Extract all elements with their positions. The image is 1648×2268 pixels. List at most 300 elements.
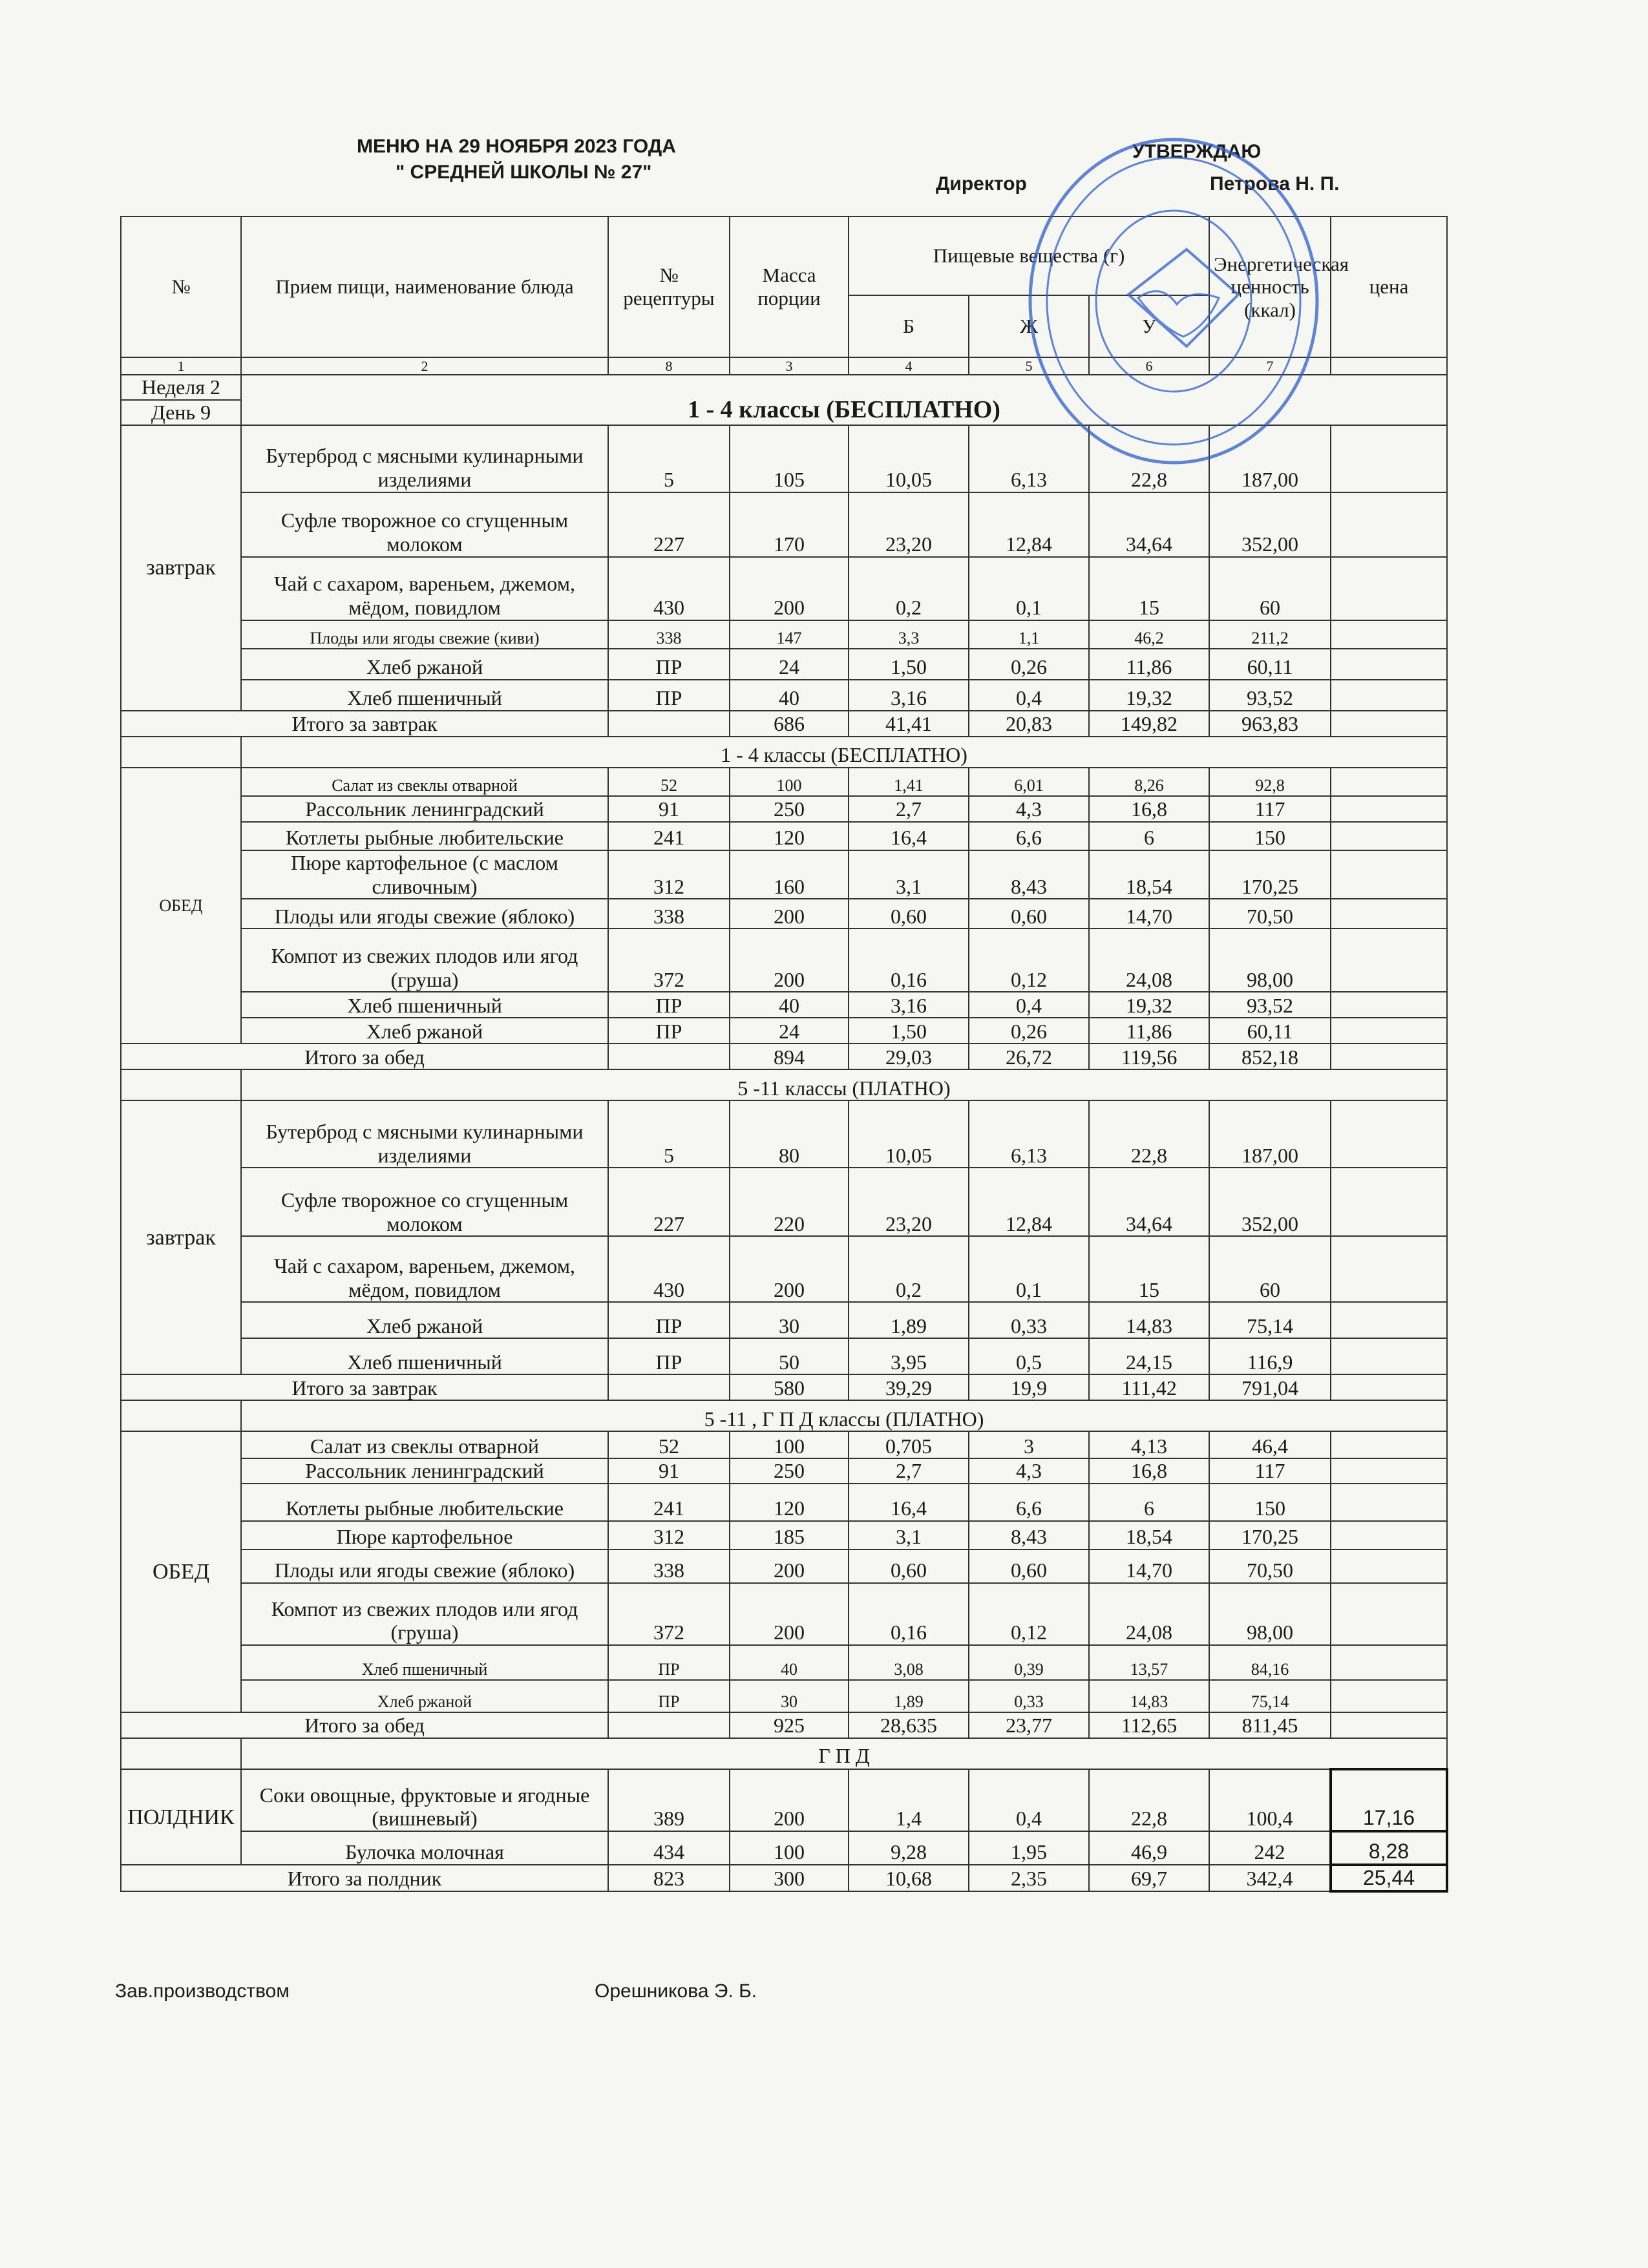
dish-fat: 0,4 xyxy=(969,680,1089,711)
dish-kcal: 187,00 xyxy=(1209,425,1331,492)
dish-carbs: 11,86 xyxy=(1089,649,1209,680)
dish-carbs: 18,54 xyxy=(1089,850,1209,899)
school-name: " СРЕДНЕЙ ШКОЛЫ № 27" xyxy=(396,162,652,183)
dish-fat: 0,4 xyxy=(969,1769,1089,1831)
dish-mass: 120 xyxy=(730,1484,849,1521)
col-energy-header: Энергетическая ценность (ккал) xyxy=(1209,216,1331,357)
dish-fat: 0,12 xyxy=(969,1583,1089,1645)
dish-carbs: 11,86 xyxy=(1089,1018,1209,1044)
dish-kcal: 70,50 xyxy=(1209,1549,1331,1583)
dish-mass: 147 xyxy=(730,620,849,649)
dish-name: Хлеб ржаной xyxy=(241,649,608,680)
dish-fat: 0,33 xyxy=(969,1302,1089,1338)
meal-label: ПОЛДНИК xyxy=(121,1769,241,1865)
dish-fat: 0,33 xyxy=(969,1680,1089,1712)
school-seal xyxy=(1025,133,1322,469)
dish-row xyxy=(121,1018,1447,1044)
dish-kcal: 352,00 xyxy=(1209,1168,1331,1236)
column-number: 6 xyxy=(1089,357,1209,375)
dish-carbs: 34,64 xyxy=(1089,1168,1209,1236)
total-label: Итого за завтрак xyxy=(121,711,608,737)
dish-carbs: 15 xyxy=(1089,557,1209,620)
dish-price xyxy=(1331,425,1447,492)
dish-carbs: 18,54 xyxy=(1089,1521,1209,1549)
dish-name: Суфле творожное со сгущенным молоком xyxy=(241,1168,608,1236)
total-label: Итого за обед xyxy=(121,1712,608,1738)
dish-protein: 1,41 xyxy=(849,768,969,796)
dish-recipe: 312 xyxy=(608,1521,730,1549)
dish-row xyxy=(121,1680,1447,1712)
dish-protein: 0,2 xyxy=(849,557,969,620)
dish-carbs: 19,32 xyxy=(1089,992,1209,1018)
total-recipe xyxy=(608,1374,730,1400)
dish-mass: 100 xyxy=(730,1431,849,1458)
dish-row xyxy=(121,1521,1447,1549)
dish-mass: 200 xyxy=(730,1549,849,1583)
total-carbs: 112,65 xyxy=(1089,1712,1209,1738)
dish-protein: 2,7 xyxy=(849,796,969,822)
dish-kcal: 150 xyxy=(1209,1484,1331,1521)
dish-protein: 3,16 xyxy=(849,992,969,1018)
dish-protein: 0,2 xyxy=(849,1236,969,1302)
dish-row xyxy=(121,822,1447,850)
dish-carbs: 13,57 xyxy=(1089,1645,1209,1680)
col-b-header: Б xyxy=(849,295,969,357)
total-mass: 894 xyxy=(730,1044,849,1069)
dish-fat: 8,43 xyxy=(969,850,1089,899)
dish-price xyxy=(1331,1680,1447,1712)
dish-mass: 30 xyxy=(730,1680,849,1712)
total-recipe xyxy=(608,1044,730,1069)
dish-protein: 16,4 xyxy=(849,822,969,850)
dish-mass: 220 xyxy=(730,1168,849,1236)
column-number: 5 xyxy=(969,357,1089,375)
dish-fat: 6,01 xyxy=(969,768,1089,796)
dish-kcal: 117 xyxy=(1209,1458,1331,1484)
dish-mass: 100 xyxy=(730,768,849,796)
total-recipe xyxy=(608,711,730,737)
total-row xyxy=(121,1374,1447,1400)
dish-fat: 8,43 xyxy=(969,1521,1089,1549)
meal-label: ОБЕД xyxy=(121,1431,241,1712)
dish-recipe: ПР xyxy=(608,1338,730,1374)
dish-carbs: 24,08 xyxy=(1089,1583,1209,1645)
dish-mass: 250 xyxy=(730,796,849,822)
week-label: Неделя 2 xyxy=(121,375,241,400)
dish-fat: 1,95 xyxy=(969,1831,1089,1865)
dish-carbs: 46,2 xyxy=(1089,620,1209,649)
dish-fat: 0,26 xyxy=(969,1018,1089,1044)
dish-row xyxy=(121,680,1447,711)
dish-protein: 10,05 xyxy=(849,1100,969,1168)
dish-mass: 24 xyxy=(730,1018,849,1044)
total-mass: 686 xyxy=(730,711,849,737)
dish-kcal: 75,14 xyxy=(1209,1680,1331,1712)
dish-name: Чай с сахаром, вареньем, джемом, мёдом, повидлом xyxy=(241,1236,608,1302)
dish-fat: 0,26 xyxy=(969,649,1089,680)
dish-mass: 200 xyxy=(730,1769,849,1831)
dish-row xyxy=(121,1168,1447,1236)
dish-fat: 4,3 xyxy=(969,796,1089,822)
dish-row xyxy=(121,620,1447,649)
dish-protein: 9,28 xyxy=(849,1831,969,1865)
total-kcal: 852,18 xyxy=(1209,1044,1331,1069)
total-kcal: 791,04 xyxy=(1209,1374,1331,1400)
dish-recipe: 372 xyxy=(608,929,730,992)
dish-fat: 0,4 xyxy=(969,992,1089,1018)
dish-row xyxy=(121,899,1447,929)
dish-carbs: 14,83 xyxy=(1089,1302,1209,1338)
dish-mass: 200 xyxy=(730,1236,849,1302)
dish-recipe: 52 xyxy=(608,1431,730,1458)
dish-recipe: 372 xyxy=(608,1583,730,1645)
total-carbs: 149,82 xyxy=(1089,711,1209,737)
total-row xyxy=(121,1712,1447,1738)
dish-kcal: 46,4 xyxy=(1209,1431,1331,1458)
dish-carbs: 4,13 xyxy=(1089,1431,1209,1458)
col-zh-header: Ж xyxy=(969,295,1089,357)
total-carbs: 119,56 xyxy=(1089,1044,1209,1069)
section-title-spacer xyxy=(121,737,241,768)
dish-price xyxy=(1331,1168,1447,1236)
dish-name: Плоды или ягоды свежие (яблоко) xyxy=(241,1549,608,1583)
dish-recipe: 5 xyxy=(608,425,730,492)
dish-protein: 10,05 xyxy=(849,425,969,492)
dish-kcal: 70,50 xyxy=(1209,899,1331,929)
column-number: 2 xyxy=(241,357,608,375)
dish-row xyxy=(121,557,1447,620)
total-price xyxy=(1331,1712,1447,1738)
dish-recipe: 338 xyxy=(608,899,730,929)
total-kcal: 811,45 xyxy=(1209,1712,1331,1738)
dish-fat: 0,12 xyxy=(969,929,1089,992)
dish-fat: 6,13 xyxy=(969,1100,1089,1168)
dish-mass: 200 xyxy=(730,1583,849,1645)
dish-carbs: 34,64 xyxy=(1089,492,1209,557)
total-price xyxy=(1331,1374,1447,1400)
dish-price xyxy=(1331,929,1447,992)
dish-price xyxy=(1331,1100,1447,1168)
total-price xyxy=(1331,1044,1447,1069)
dish-mass: 200 xyxy=(730,557,849,620)
total-label: Итого за завтрак xyxy=(121,1374,608,1400)
dish-kcal: 150 xyxy=(1209,822,1331,850)
col-dish-header: Прием пищи, наименование блюда xyxy=(241,216,608,357)
total-fat: 23,77 xyxy=(969,1712,1089,1738)
col-num-header: № xyxy=(121,216,241,357)
dish-mass: 40 xyxy=(730,1645,849,1680)
dish-mass: 30 xyxy=(730,1302,849,1338)
dish-price xyxy=(1331,1484,1447,1521)
col-nutrients-header: Пищевые вещества (г) xyxy=(849,216,1209,295)
dish-carbs: 14,70 xyxy=(1089,1549,1209,1583)
total-protein: 41,41 xyxy=(849,711,969,737)
dish-name: Соки овощные, фруктовые и ягодные (вишневый) xyxy=(241,1769,608,1831)
dish-kcal: 242 xyxy=(1209,1831,1331,1865)
dish-fat: 12,84 xyxy=(969,492,1089,557)
dish-kcal: 84,16 xyxy=(1209,1645,1331,1680)
dish-fat: 0,5 xyxy=(969,1338,1089,1374)
dish-price xyxy=(1331,899,1447,929)
dish-name: Бутерброд с мясными кулинарными изделиями xyxy=(241,425,608,492)
dish-carbs: 15 xyxy=(1089,1236,1209,1302)
dish-mass: 105 xyxy=(730,425,849,492)
total-label: Итого за обед xyxy=(121,1044,608,1069)
dish-mass: 200 xyxy=(730,929,849,992)
dish-carbs: 24,08 xyxy=(1089,929,1209,992)
dish-kcal: 116,9 xyxy=(1209,1338,1331,1374)
col-u-header: У xyxy=(1089,295,1209,357)
dish-protein: 3,95 xyxy=(849,1338,969,1374)
dish-row xyxy=(121,1645,1447,1680)
dish-kcal: 98,00 xyxy=(1209,929,1331,992)
dish-row xyxy=(121,850,1447,899)
dish-protein: 0,16 xyxy=(849,1583,969,1645)
dish-protein: 0,60 xyxy=(849,1549,969,1583)
dish-recipe: ПР xyxy=(608,1302,730,1338)
meal-label: завтрак xyxy=(121,425,241,711)
dish-fat: 3 xyxy=(969,1431,1089,1458)
dish-recipe: 227 xyxy=(608,1168,730,1236)
dish-name: Салат из свеклы отварной xyxy=(241,768,608,796)
dish-name: Пюре картофельное xyxy=(241,1521,608,1549)
total-fat: 19,9 xyxy=(969,1374,1089,1400)
dish-row xyxy=(121,1831,1447,1865)
dish-protein: 1,89 xyxy=(849,1302,969,1338)
dish-carbs: 22,8 xyxy=(1089,425,1209,492)
dish-mass: 120 xyxy=(730,822,849,850)
dish-recipe: 338 xyxy=(608,620,730,649)
total-protein: 39,29 xyxy=(849,1374,969,1400)
dish-price xyxy=(1331,649,1447,680)
dish-mass: 50 xyxy=(730,1338,849,1374)
dish-row xyxy=(121,1583,1447,1645)
dish-name: Хлеб ржаной xyxy=(241,1302,608,1338)
dish-protein: 0,60 xyxy=(849,899,969,929)
dish-price xyxy=(1331,1583,1447,1645)
dish-row xyxy=(121,1431,1447,1458)
dish-recipe: 227 xyxy=(608,492,730,557)
dish-price xyxy=(1331,822,1447,850)
total-mass: 925 xyxy=(730,1712,849,1738)
dish-protein: 0,705 xyxy=(849,1431,969,1458)
meal-label: ОБЕД xyxy=(121,768,241,1044)
total-price: 25,44 xyxy=(1331,1865,1447,1891)
section-title: 1 - 4 классы (БЕСПЛАТНО) xyxy=(241,375,1447,425)
dish-recipe: 91 xyxy=(608,1458,730,1484)
dish-protein: 3,1 xyxy=(849,1521,969,1549)
total-carbs: 111,42 xyxy=(1089,1374,1209,1400)
total-recipe xyxy=(608,1712,730,1738)
dish-name: Котлеты рыбные любительские xyxy=(241,1484,608,1521)
dish-recipe: 241 xyxy=(608,822,730,850)
dish-carbs: 22,8 xyxy=(1089,1769,1209,1831)
total-fat: 2,35 xyxy=(969,1865,1089,1891)
section-title-spacer xyxy=(121,1069,241,1100)
dish-mass: 185 xyxy=(730,1521,849,1549)
total-fat: 20,83 xyxy=(969,711,1089,737)
dish-name: Котлеты рыбные любительские xyxy=(241,822,608,850)
dish-name: Хлеб пшеничный xyxy=(241,680,608,711)
dish-price xyxy=(1331,768,1447,796)
total-protein: 28,635 xyxy=(849,1712,969,1738)
dish-protein: 16,4 xyxy=(849,1484,969,1521)
dish-kcal: 100,4 xyxy=(1209,1769,1331,1831)
director-name: Петрова Н. П. xyxy=(1210,173,1340,194)
dish-recipe: 52 xyxy=(608,768,730,796)
dish-name: Рассольник ленинградский xyxy=(241,1458,608,1484)
total-fat: 26,72 xyxy=(969,1044,1089,1069)
dish-kcal: 60,11 xyxy=(1209,1018,1331,1044)
dish-mass: 160 xyxy=(730,850,849,899)
dish-row xyxy=(121,796,1447,822)
dish-row xyxy=(121,1236,1447,1302)
dish-name: Булочка молочная xyxy=(241,1831,608,1865)
dish-row xyxy=(121,1338,1447,1374)
dish-carbs: 16,8 xyxy=(1089,796,1209,822)
dish-name: Плоды или ягоды свежие (киви) xyxy=(241,620,608,649)
dish-fat: 0,39 xyxy=(969,1645,1089,1680)
dish-price xyxy=(1331,850,1447,899)
total-label: Итого за полдник xyxy=(121,1865,608,1891)
section-title-row xyxy=(121,1400,1447,1431)
dish-name: Чай с сахаром, вареньем, джемом, мёдом, повидлом xyxy=(241,557,608,620)
dish-row xyxy=(121,1100,1447,1168)
col-price-header: цена xyxy=(1331,216,1447,357)
dish-row xyxy=(121,1302,1447,1338)
dish-price xyxy=(1331,1236,1447,1302)
total-protein: 29,03 xyxy=(849,1044,969,1069)
dish-kcal: 60 xyxy=(1209,557,1331,620)
dish-carbs: 46,9 xyxy=(1089,1831,1209,1865)
dish-recipe: 241 xyxy=(608,1484,730,1521)
dish-kcal: 211,2 xyxy=(1209,620,1331,649)
dish-fat: 0,1 xyxy=(969,1236,1089,1302)
dish-recipe: 430 xyxy=(608,1236,730,1302)
dish-mass: 24 xyxy=(730,649,849,680)
total-mass: 580 xyxy=(730,1374,849,1400)
column-number: 7 xyxy=(1209,357,1331,375)
dish-price xyxy=(1331,620,1447,649)
dish-price xyxy=(1331,796,1447,822)
dish-kcal: 92,8 xyxy=(1209,768,1331,796)
dish-fat: 1,1 xyxy=(969,620,1089,649)
dish-protein: 1,4 xyxy=(849,1769,969,1831)
dish-row xyxy=(121,768,1447,796)
dish-recipe: 312 xyxy=(608,850,730,899)
dish-protein: 1,50 xyxy=(849,1018,969,1044)
dish-name: Салат из свеклы отварной xyxy=(241,1431,608,1458)
meal-label: завтрак xyxy=(121,1100,241,1374)
dish-price xyxy=(1331,992,1447,1018)
dish-price xyxy=(1331,557,1447,620)
dish-recipe: ПР xyxy=(608,1680,730,1712)
dish-name: Пюре картофельное (с маслом сливочным) xyxy=(241,850,608,899)
total-kcal: 342,4 xyxy=(1209,1865,1331,1891)
dish-row xyxy=(121,1769,1447,1831)
dish-carbs: 19,32 xyxy=(1089,680,1209,711)
dish-protein: 3,1 xyxy=(849,850,969,899)
dish-name: Рассольник ленинградский xyxy=(241,796,608,822)
dish-mass: 200 xyxy=(730,899,849,929)
dish-name: Хлеб ржаной xyxy=(241,1680,608,1712)
dish-kcal: 187,00 xyxy=(1209,1100,1331,1168)
section-title-row xyxy=(121,1069,1447,1100)
dish-protein: 3,08 xyxy=(849,1645,969,1680)
dish-price xyxy=(1331,1458,1447,1484)
dish-name: Суфле творожное со сгущенным молоком xyxy=(241,492,608,557)
dish-kcal: 93,52 xyxy=(1209,680,1331,711)
dish-price xyxy=(1331,492,1447,557)
footer-role: Зав.производством xyxy=(115,1980,290,2002)
dish-name: Хлеб ржаной xyxy=(241,1018,608,1044)
dish-carbs: 14,83 xyxy=(1089,1680,1209,1712)
dish-name: Хлеб пшеничный xyxy=(241,992,608,1018)
dish-carbs: 6 xyxy=(1089,822,1209,850)
dish-recipe: 430 xyxy=(608,557,730,620)
dish-recipe: 338 xyxy=(608,1549,730,1583)
dish-carbs: 6 xyxy=(1089,1484,1209,1521)
dish-name: Плоды или ягоды свежие (яблоко) xyxy=(241,899,608,929)
dish-fat: 6,13 xyxy=(969,425,1089,492)
dish-protein: 1,50 xyxy=(849,649,969,680)
dish-row xyxy=(121,1549,1447,1583)
dish-fat: 0,1 xyxy=(969,557,1089,620)
dish-price xyxy=(1331,1549,1447,1583)
section-title: 5 -11 классы (ПЛАТНО) xyxy=(241,1069,1447,1100)
section-title: 5 -11 , Г П Д классы (ПЛАТНО) xyxy=(241,1400,1447,1431)
dish-name: Хлеб пшеничный xyxy=(241,1338,608,1374)
total-protein: 10,68 xyxy=(849,1865,969,1891)
dish-fat: 6,6 xyxy=(969,822,1089,850)
dish-recipe: 5 xyxy=(608,1100,730,1168)
dish-kcal: 170,25 xyxy=(1209,1521,1331,1549)
dish-protein: 1,89 xyxy=(849,1680,969,1712)
dish-price: 17,16 xyxy=(1331,1769,1447,1831)
dish-mass: 80 xyxy=(730,1100,849,1168)
dish-mass: 170 xyxy=(730,492,849,557)
dish-row xyxy=(121,1458,1447,1484)
total-row xyxy=(121,1044,1447,1069)
director-label: Директор xyxy=(936,173,1027,194)
dish-fat: 0,60 xyxy=(969,899,1089,929)
total-row xyxy=(121,1865,1447,1891)
dish-price xyxy=(1331,1338,1447,1374)
day-label: День 9 xyxy=(121,400,241,425)
column-number: 3 xyxy=(730,357,849,375)
dish-name: Компот из свежих плодов или ягод (груша) xyxy=(241,929,608,992)
dish-recipe: 434 xyxy=(608,1831,730,1865)
section-title-row xyxy=(121,1738,1447,1769)
total-price xyxy=(1331,711,1447,737)
footer-name: Орешникова Э. Б. xyxy=(595,1980,757,2002)
dish-fat: 12,84 xyxy=(969,1168,1089,1236)
dish-name: Бутерброд с мясными кулинарными изделиями xyxy=(241,1100,608,1168)
dish-fat: 6,6 xyxy=(969,1484,1089,1521)
dish-row xyxy=(121,492,1447,557)
dish-recipe: ПР xyxy=(608,992,730,1018)
dish-price xyxy=(1331,1018,1447,1044)
dish-recipe: ПР xyxy=(608,680,730,711)
total-carbs: 69,7 xyxy=(1089,1865,1209,1891)
dish-fat: 4,3 xyxy=(969,1458,1089,1484)
section-title: 1 - 4 классы (БЕСПЛАТНО) xyxy=(241,737,1447,768)
dish-mass: 250 xyxy=(730,1458,849,1484)
dish-recipe: ПР xyxy=(608,649,730,680)
dish-carbs: 16,8 xyxy=(1089,1458,1209,1484)
total-row xyxy=(121,711,1447,737)
column-number-empty xyxy=(1331,357,1447,375)
